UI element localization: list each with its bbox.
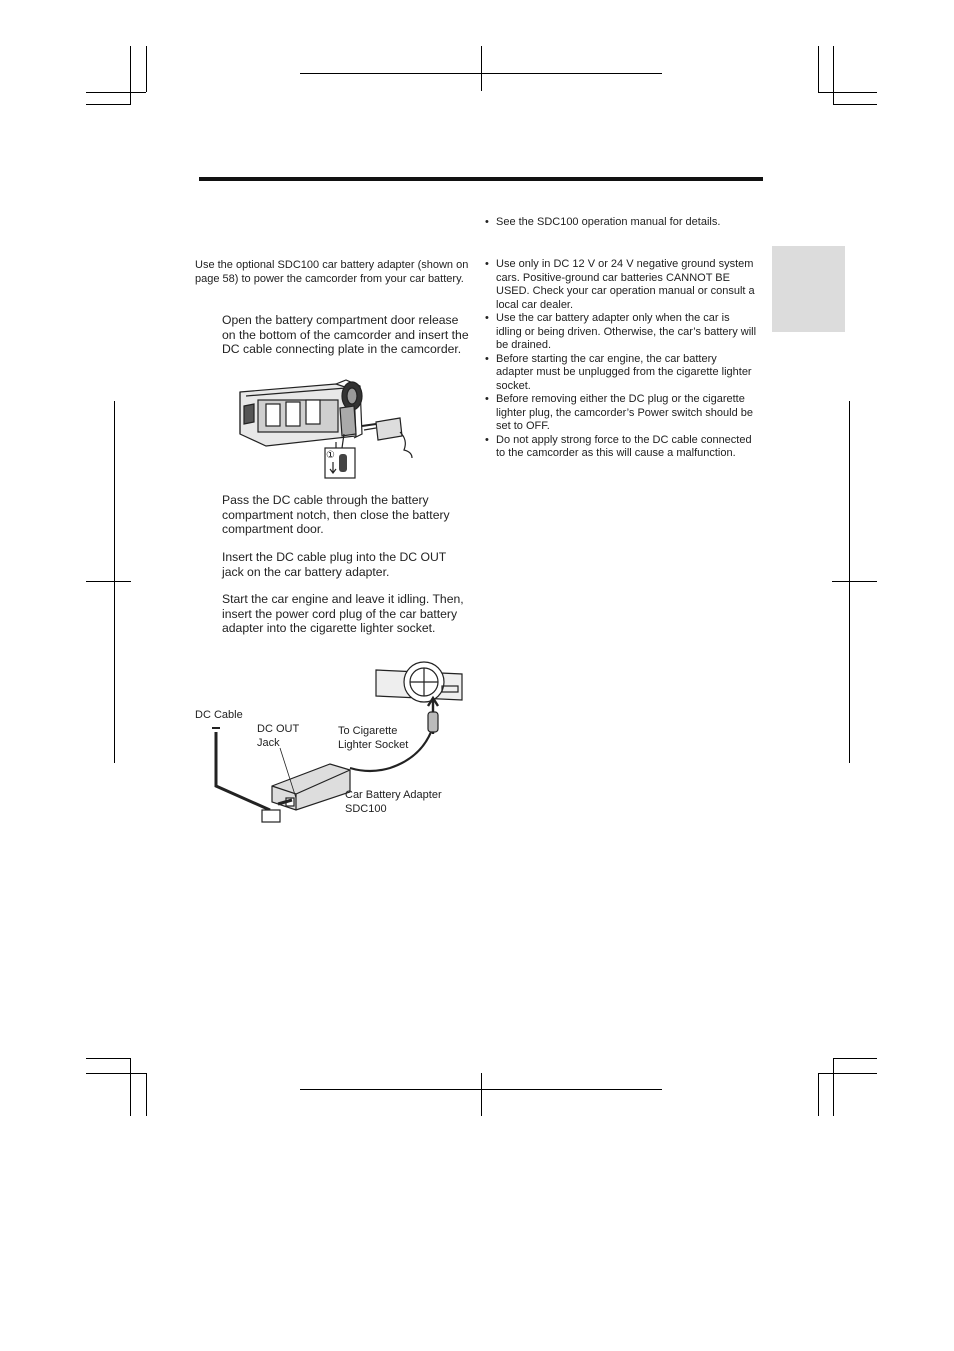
- step-3-text: Insert the DC cable plug into the DC OUT jack on the car battery adapter.: [222, 550, 446, 579]
- figure-marker: ①: [326, 450, 335, 461]
- manual-note: • See the SDC100 operation manual for details.: [485, 216, 721, 228]
- step-4-text: Start the car engine and leave it idling. Then, insert the power cord plug of the car battery adapter into the cigarette lighter socket.: [222, 592, 464, 636]
- to-socket-label: To Cigarette Lighter Socket: [338, 725, 409, 751]
- caution-item: • Use only in DC 12 V or 24 V negative ground system cars. Positive-ground car batteries CANNOT BE USED. Check your car operation manual or consult a local car dealer.: [485, 258, 755, 311]
- dc-cable-label: DC Cable: [195, 709, 243, 721]
- caution-item: • Do not apply strong force to the DC cable connected to the camcorder as this will cause a malfunction.: [485, 433, 752, 459]
- header-rule: [199, 177, 763, 181]
- dc-out-jack-label: DC OUT Jack: [257, 723, 300, 749]
- caution-item: • Before removing either the DC plug or the cigarette lighter plug, the camcorder’s Power switch should be set to OFF.: [485, 393, 754, 432]
- caution-item: • Before starting the car engine, the car battery adapter must be unplugged from the cigarette lighter socket.: [485, 352, 752, 392]
- section-tab: [772, 246, 845, 332]
- intro-text: Use the optional SDC100 car battery adapter (shown on page 58) to power the camcorder from your car battery.: [195, 259, 469, 285]
- caution-list: [485, 258, 757, 461]
- camcorder-illustration: [236, 378, 416, 480]
- step-2-text: Pass the DC cable through the battery compartment notch, then close the battery compartment door.: [222, 493, 450, 537]
- step-1-text: Open the battery compartment door release on the bottom of the camcorder and insert the DC cable connecting plate in the camcorder.: [222, 313, 469, 357]
- caution-item: • Use the car battery adapter only when the car is idling or being driven. Otherwise, the car’s battery will be drained.: [485, 312, 757, 351]
- adapter-label: Car Battery Adapter SDC100: [345, 789, 442, 815]
